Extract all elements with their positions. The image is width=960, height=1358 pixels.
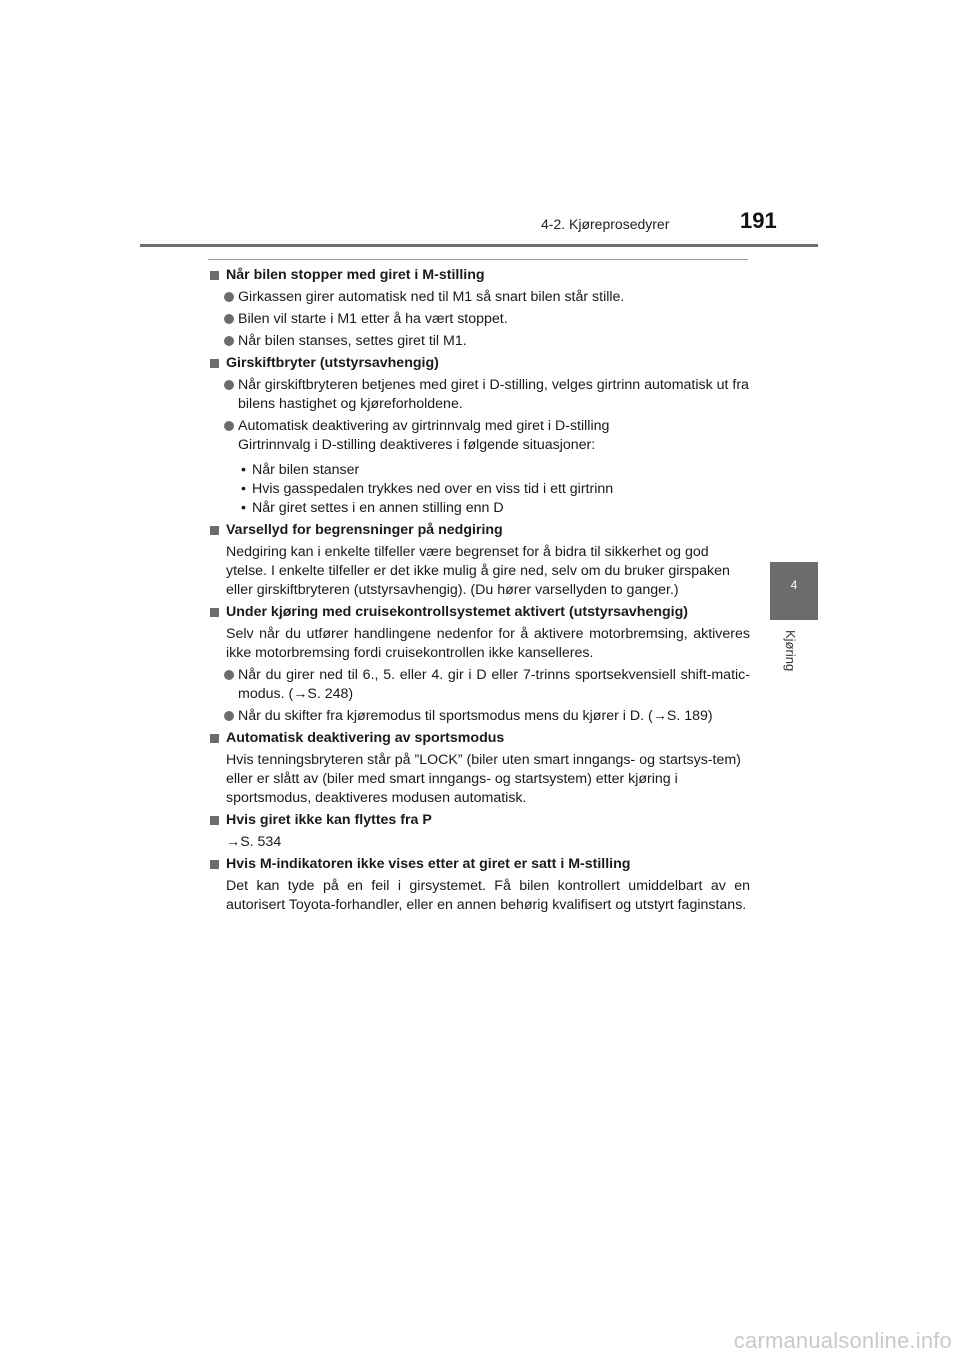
- section-heading: Hvis M-indikatoren ikke vises etter at giret er satt i M-stilling: [210, 855, 750, 874]
- section-heading: Under kjøring med cruisekontrollsystemet aktivert (utstyrsavhengig): [210, 603, 750, 622]
- watermark: carmanualsonline.info: [733, 1328, 952, 1353]
- list-item: Når girskiftbryteren betjenes med giret i D-stilling, velges girtrinn automatisk ut fra bilens hastighet og kjøreforholdene.: [210, 376, 750, 414]
- list-item: Når du skifter fra kjøremodus til sportsmodus mens du kjører i D. (→S. 189): [210, 707, 750, 726]
- section-heading: Hvis giret ikke kan flyttes fra P: [210, 811, 750, 830]
- square-bullet-icon: [210, 359, 219, 368]
- chapter-label: [783, 630, 803, 690]
- page-content: [210, 263, 750, 918]
- chapter-tab-number: 4: [790, 578, 798, 592]
- list-item: Girkassen girer automatisk ned til M1 så snart bilen står stille.: [210, 288, 750, 307]
- round-bullet-icon: [224, 380, 234, 390]
- list-item: Automatisk deaktivering av girtrinnvalg med giret i D-stilling Girtrinnvalg i D-stilling deaktiveres i følgende situasjoner:: [210, 417, 750, 455]
- square-bullet-icon: [210, 608, 219, 617]
- square-bullet-icon: [210, 860, 219, 869]
- section-heading: Når bilen stopper med giret i M-stilling: [210, 266, 750, 285]
- round-bullet-icon: [224, 292, 234, 302]
- square-bullet-icon: [210, 734, 219, 743]
- square-bullet-icon: [210, 271, 219, 280]
- round-bullet-icon: [224, 421, 234, 431]
- list-item: Når du girer ned til 6., 5. eller 4. gir i D eller 7-trinns sportsekvensiell shift-matic-modus. (→S. 248): [210, 666, 750, 704]
- small-bullet-icon: •: [241, 481, 246, 497]
- header-section-title: 4-2. Kjøreprosedyrer: [541, 216, 670, 232]
- page-number: 191: [740, 208, 777, 233]
- round-bullet-icon: [224, 711, 234, 721]
- small-bullet-icon: •: [241, 462, 246, 478]
- small-bullet-icon: •: [241, 500, 246, 516]
- section-heading: Girskiftbryter (utstyrsavhengig): [210, 354, 750, 373]
- content-top-rule: [208, 259, 748, 260]
- paragraph: Selv når du utfører handlingene nedenfor for å aktivere motorbremsing, aktiveres ikke motorbremsing fordi cruisekontrollen ikke kanselleres.: [226, 626, 750, 661]
- square-bullet-icon: [210, 816, 219, 825]
- section-heading: Automatisk deaktivering av sportsmodus: [210, 729, 750, 748]
- round-bullet-icon: [224, 670, 234, 680]
- paragraph: Nedgiring kan i enkelte tilfeller være begrenset for å bidra til sikkerhet og god ytelse. I enkelte tilfeller er det ikke mulig å gire ned, selv om du bruker girspaken eller girskiftbryteren (utstyrsavhengig). (Du hører varsellyden to ganger.): [226, 544, 730, 598]
- chapter-tab: [770, 562, 818, 620]
- section-heading: Varsellyd for begrensninger på nedgiring: [210, 521, 750, 540]
- header-rule: [140, 244, 818, 247]
- square-bullet-icon: [210, 526, 219, 535]
- list-item: Når bilen stanses, settes giret til M1.: [210, 332, 750, 351]
- page-reference: →S. 534: [226, 834, 282, 850]
- round-bullet-icon: [224, 314, 234, 324]
- paragraph: Det kan tyde på en feil i girsystemet. Få bilen kontrollert umiddelbart av en autorisert Toyota-forhandler, eller en annen behørig kvalifisert og utstyrt faginstans.: [226, 878, 750, 913]
- paragraph: Hvis tenningsbryteren står på ”LOCK” (biler uten smart inngangs- og startsys-tem) eller er slått av (biler med smart inngangs- og startsystem) etter kjøring i sportsmodus, deaktiveres modusen automatisk.: [226, 752, 741, 806]
- sub-list-item: • Når bilen stanser: [241, 462, 360, 478]
- sub-list-item: • Hvis gasspedalen trykkes ned over en viss tid i ett girtrinn: [241, 481, 614, 497]
- round-bullet-icon: [224, 336, 234, 346]
- sub-list-item: • Når giret settes i en annen stilling enn D: [241, 500, 504, 516]
- chapter-label-text: Kjøring: [783, 630, 798, 672]
- list-item: Bilen vil starte i M1 etter å ha vært stoppet.: [210, 310, 750, 329]
